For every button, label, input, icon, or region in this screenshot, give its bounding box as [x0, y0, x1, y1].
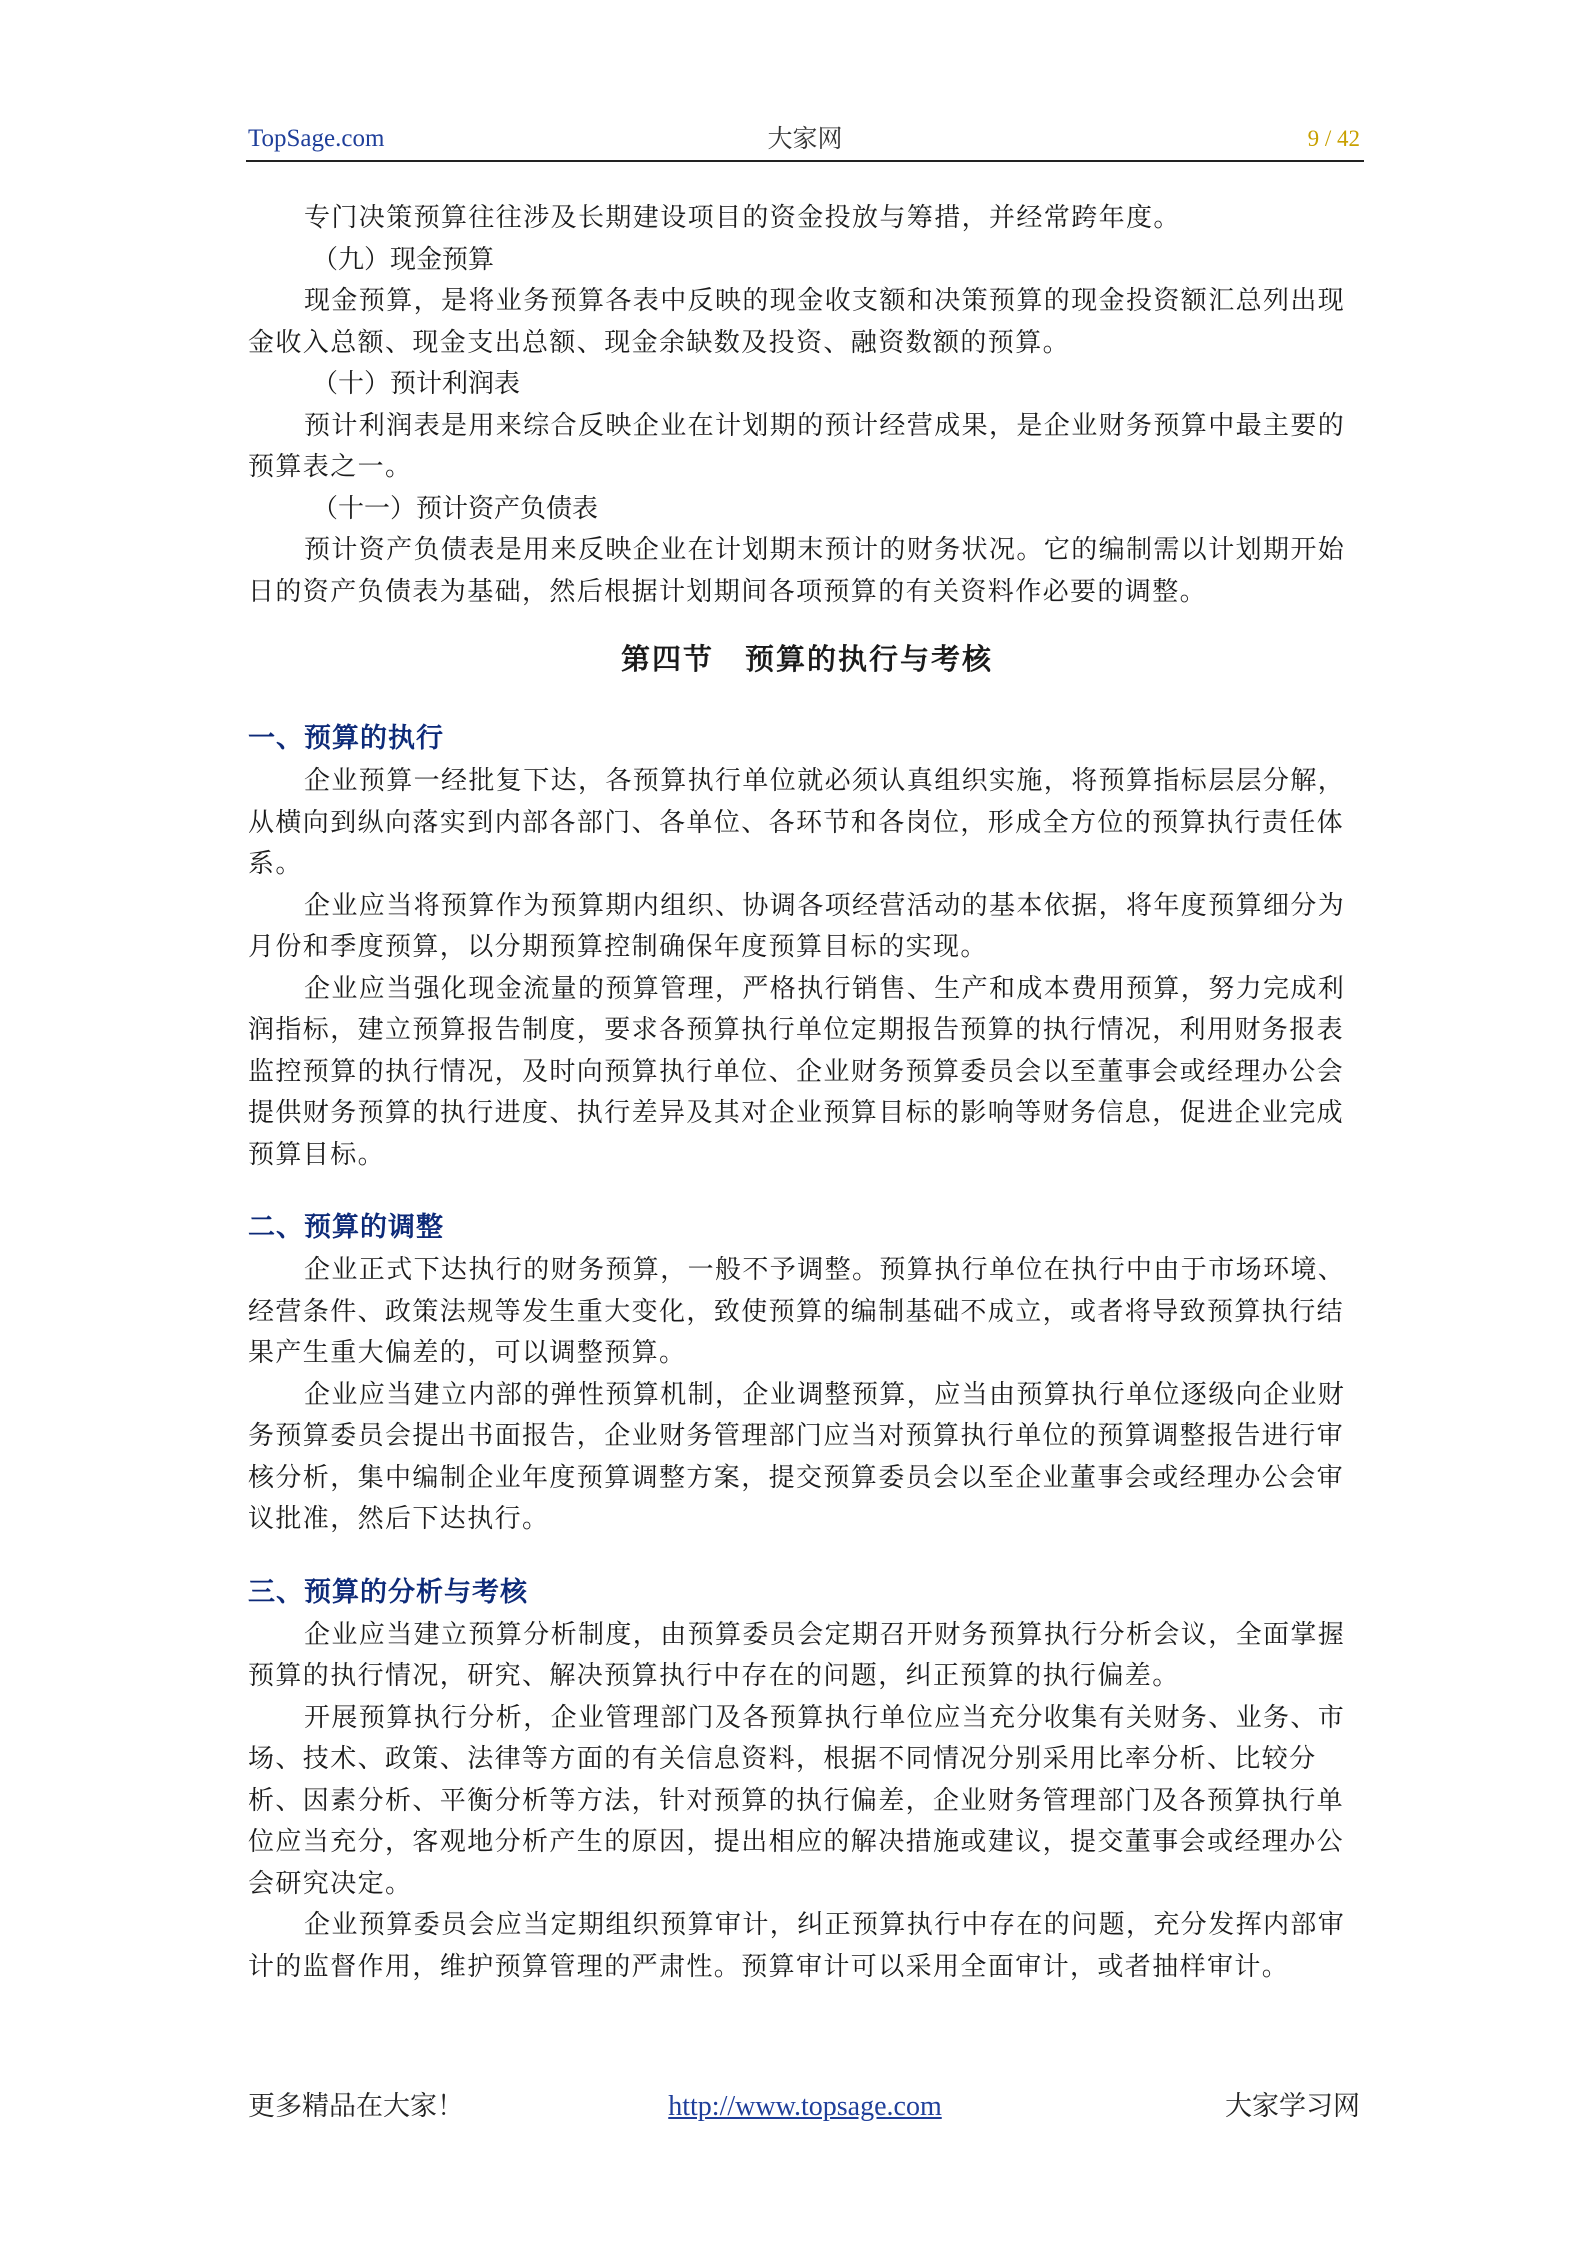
subheading-balance-sheet: （十一）预计资产负债表: [312, 493, 599, 524]
footer-left-text: 更多精品在大家！: [248, 2091, 464, 2122]
footer-right-text: 大家学习网: [1225, 2091, 1360, 2122]
subheading-income-statement: （十）预计利润表: [312, 369, 521, 399]
page-number: 9 / 42: [1307, 126, 1360, 151]
paragraph: 企业正式下达执行的财务预算，一般不予调整。预算执行单位在执行中由于市场环境、经营条件、政策法规等发生重大变化，致使预算的编制基础不成立，或者将导致预算执行结果产生重大偏差的，可以调整预算。: [248, 1255, 1346, 1368]
section-title: 第四节 预算的执行与考核: [620, 642, 993, 676]
header-site-name: 大家网: [767, 124, 843, 153]
page-header: [246, 120, 1364, 162]
heading-budget-adjustment: 二、预算的调整: [248, 1212, 444, 1243]
paragraph: 预计资产负债表是用来反映企业在计划期末预计的财务状况。它的编制需以计划期开始日的资产负债表为基础，然后根据计划期间各项预算的有关资料作必要的调整。: [248, 535, 1346, 607]
heading-budget-execution: 一、预算的执行: [248, 723, 444, 754]
paragraph: 专门决策预算往往涉及长期建设项目的资金投放与筹措，并经常跨年度。: [304, 203, 1181, 233]
paragraph: 企业预算委员会应当定期组织预算审计，纠正预算执行中存在的问题，充分发挥内部审计的监督作用，维护预算管理的严肃性。预算审计可以采用全面审计，或者抽样审计。: [248, 1910, 1346, 1982]
footer-link[interactable]: http://www.topsage.com: [668, 2091, 942, 2122]
paragraph: 开展预算执行分析，企业管理部门及各预算执行单位应当充分收集有关财务、业务、市场、技术、政策、法律等方面的有关信息资料，根据不同情况分别采用比率分析、比较分析、因素分析、平衡分析等方法，针对预算的执行偏差，企业财务管理部门及各预算执行单位应当充分，客观地分析产生的原因，提出相应的解决措施或建议，提交董事会或经理办公会研究决定。: [248, 1702, 1346, 1899]
paragraph: 企业应当将预算作为预算期内组织、协调各项经营活动的基本依据，将年度预算细分为月份和季度预算，以分期预算控制确保年度预算目标的实现。: [248, 890, 1346, 962]
paragraph: 企业预算一经批复下达，各预算执行单位就必须认真组织实施，将预算指标层层分解，从横向到纵向落实到内部各部门、各单位、各环节和各岗位，形成全方位的预算执行责任体系。: [248, 766, 1346, 879]
subheading-cash-budget: （九）现金预算: [312, 244, 495, 275]
paragraph: 企业应当建立内部的弹性预算机制，企业调整预算，应当由预算执行单位逐级向企业财务预算委员会提出书面报告，企业财务管理部门应当对预算执行单位的预算调整报告进行审核分析，集中编制企业年度预算调整方案，提交预算委员会以至企业董事会或经理办公会审议批准，然后下达执行。: [248, 1379, 1346, 1534]
page-content: [248, 198, 1366, 1988]
paragraph: 预计利润表是用来综合反映企业在计划期的预计经营成果，是企业财务预算中最主要的预算表之一。: [248, 410, 1346, 482]
page-footer: [246, 2090, 1364, 2130]
header-site-link[interactable]: TopSage.com: [248, 125, 385, 152]
paragraph: 企业应当建立预算分析制度，由预算委员会定期召开财务预算执行分析会议，全面掌握预算的执行情况，研究、解决预算执行中存在的问题，纠正预算的执行偏差。: [248, 1619, 1346, 1691]
heading-budget-analysis: 三、预算的分析与考核: [248, 1576, 528, 1608]
paragraph: 企业应当强化现金流量的预算管理，严格执行销售、生产和成本费用预算，努力完成利润指标，建立预算报告制度，要求各预算执行单位定期报告预算的执行情况，利用财务报表监控预算的执行情况，及时向预算执行单位、企业财务预算委员会以至董事会或经理办公会提供财务预算的执行进度、执行差异及其对企业预算目标的影响等财务信息，促进企业完成预算目标。: [248, 973, 1346, 1170]
paragraph: 现金预算，是将业务预算各表中反映的现金收支额和决策预算的现金投资额汇总列出现金收入总额、现金支出总额、现金余缺数及投资、融资数额的预算。: [248, 286, 1346, 358]
